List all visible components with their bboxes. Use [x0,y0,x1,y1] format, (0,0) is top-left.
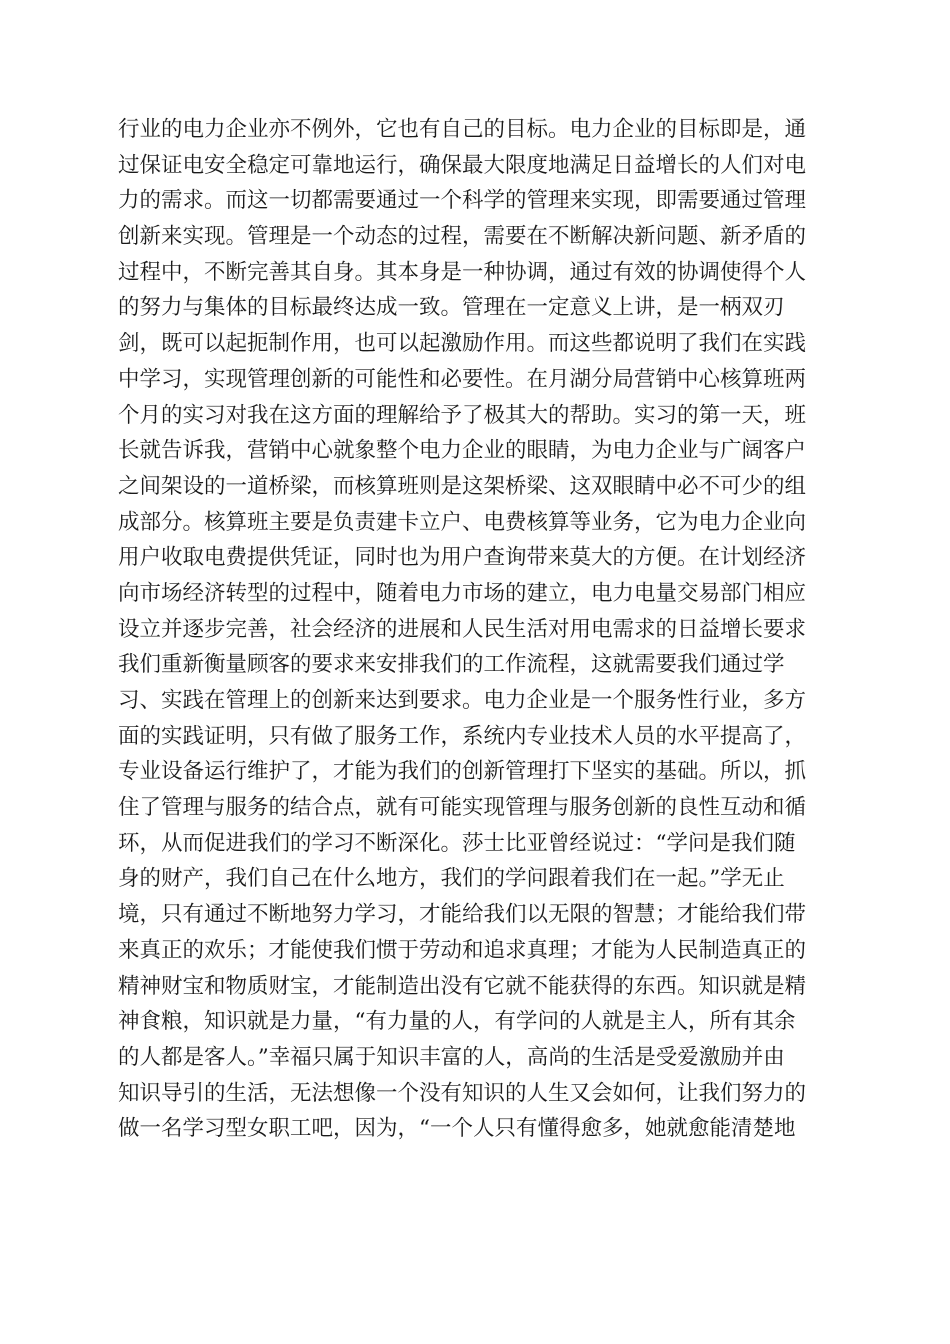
text-line: 身的财产，我们自己在什么地方，我们的学问跟着我们在一起。”学无止 [118,866,785,892]
text-line: 行业的电力企业亦不例外，它也有自己的目标。电力企业的目标即是，通 [118,117,807,142]
text-line: 长就告诉我，营销中心就象整个电力企业的眼睛，为电力企业与广阔客户 [118,438,807,464]
text-line: 向市场经济转型的过程中，随着电力市场的建立，电力电量交易部门相应 [118,580,807,606]
text-line: 的人都是客人。”幸福只属于知识丰富的人，高尚的生活是受爱激励并由 [118,1044,785,1070]
text-line: 之间架设的一道桥梁，而核算班则是这架桥梁、这双眼睛中必不可少的组 [118,473,807,499]
text-line: 习、实践在管理上的创新来达到要求。电力企业是一个服务性行业，多方 [118,688,807,713]
text-line: 剑，既可以起扼制作用，也可以起激励作用。而这些都说明了我们在实践 [118,331,807,357]
text-line: 专业设备运行维护了，才能为我们的创新管理打下坚实的基础。所以，抓 [118,759,807,785]
text-line: 知识导引的生活，无法想像一个没有知识的人生又会如何，让我们努力的 [118,1080,807,1106]
text-line: 做一名学习型女职工吧，因为，“一个人只有懂得愈多，她就愈能清楚地 [118,1116,796,1142]
text-line: 环，从而促进我们的学习不断深化。莎士比亚曾经说过：“学问是我们随 [118,830,796,856]
text-line: 过保证电安全稳定可靠地运行，确保最大限度地满足日益增长的人们对电 [118,152,807,178]
text-line: 力的需求。而这一切都需要通过一个科学的管理来实现，即需要通过管理 [118,188,807,214]
text-line: 成部分。核算班主要是负责建卡立户、电费核算等业务，它为电力企业向 [118,509,807,535]
text-line: 我们重新衡量顾客的要求来安排我们的工作流程，这就需要我们通过学 [118,652,785,678]
body-text [118,112,838,1147]
text-line: 个月的实习对我在这方面的理解给予了极其大的帮助。实习的第一天，班 [118,402,807,428]
text-line: 面的实践证明，只有做了服务工作，系统内专业技术人员的水平提高了， [118,723,807,749]
text-line: 精神财宝和物质财宝，才能制造出没有它就不能获得的东西。知识就是精 [118,973,807,999]
text-line: 设立并逐步完善，社会经济的进展和人民生活对用电需求的日益增长要求 [118,616,807,642]
text-line: 中学习，实现管理创新的可能性和必要性。在月湖分局营销中心核算班两 [118,366,807,392]
text-line: 住了管理与服务的结合点，就有可能实现管理与服务创新的良性互动和循 [118,795,807,821]
text-line: 来真正的欢乐；才能使我们惯于劳动和追求真理；才能为人民制造真正的 [118,937,807,963]
text-line: 用户收取电费提供凭证，同时也为用户查询带来莫大的方便。在计划经济 [118,545,807,571]
text-line: 神食粮，知识就是力量，“有力量的人，有学问的人就是主人，所有其余 [118,1009,796,1035]
text-line: 境，只有通过不断地努力学习，才能给我们以无限的智慧；才能给我们带 [118,902,807,928]
text-line: 创新来实现。管理是一个动态的过程，需要在不断解决新问题、新矛盾的 [118,224,807,250]
text-line: 过程中，不断完善其自身。其本身是一种协调，通过有效的协调使得个人 [118,259,807,285]
text-line: 的努力与集体的目标最终达成一致。管理在一定意义上讲，是一柄双刃 [118,295,785,321]
